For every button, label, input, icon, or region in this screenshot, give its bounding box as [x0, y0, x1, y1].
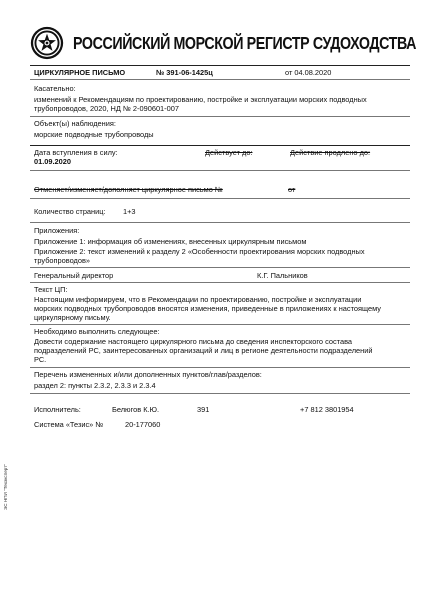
- divider: [30, 367, 410, 368]
- divider: [30, 79, 410, 80]
- todo-line: подразделений РС, заинтересованных организаций и лиц в регионе деятельности подразделений: [34, 346, 373, 355]
- text-line: циркулярному письму.: [34, 313, 111, 322]
- letter-number: № 391-06-1425ц: [156, 68, 213, 77]
- divider: [30, 145, 410, 146]
- divider: [30, 393, 410, 394]
- doc-type: ЦИРКУЛЯРНОЕ ПИСЬМО: [34, 68, 126, 77]
- header: [30, 26, 424, 60]
- executor-phone: +7 812 3801954: [300, 405, 354, 414]
- divider: [30, 170, 410, 171]
- effective-date: 01.09.2020: [34, 157, 71, 166]
- attachment-item: Приложение 1: информация об изменениях, внесенных циркулярным письмом: [34, 237, 307, 246]
- todo-line: РС.: [34, 355, 47, 364]
- organization-name: РОССИЙСКИЙ МОРСКОЙ РЕГИСТР СУДОХОДСТВА: [73, 32, 417, 53]
- concerning-line: трубопроводов, 2020, НД № 2-090601-007: [34, 104, 179, 113]
- valid-until-label: Действует до:: [205, 148, 253, 157]
- executor-label: Исполнитель:: [34, 405, 81, 414]
- divider: [30, 282, 410, 283]
- changed-list-label: Перечень измененных и/или дополненных пунктов/глав/разделов:: [34, 370, 262, 379]
- changed-list-value: раздел 2: пункты 2.3.2, 2.3.3 и 2.3.4: [34, 381, 156, 390]
- divider: [30, 65, 410, 66]
- side-note: ЭС НПИ "Техэксперт": [3, 464, 8, 510]
- letter-date: от 04.08.2020: [285, 68, 332, 77]
- executor-code: 391: [197, 405, 210, 414]
- attachment-item: Приложение 2: текст изменений к разделу 2 «Особенности проектирования морских подводных: [34, 247, 365, 256]
- text-line: морских подводных трубопроводов вносятся изменения, приведенные в приложениях к настоящему: [34, 304, 381, 313]
- divider: [30, 267, 410, 268]
- extended-until-label: Действие продлено до:: [290, 148, 371, 157]
- thesis-label: Система «Тезис» №: [34, 420, 104, 429]
- concerning-label: Касательно:: [34, 84, 76, 93]
- objects-label: Объект(ы) наблюдения:: [34, 119, 116, 128]
- divider: [30, 222, 410, 223]
- todo-line: Довести содержание настоящего циркулярного письма до сведения инспекторского состава: [34, 337, 353, 346]
- cancels-label: Отменяет/изменяет/дополняет циркулярное письмо №: [34, 185, 223, 194]
- attachment-item: трубопроводов»: [34, 256, 91, 265]
- divider: [30, 116, 410, 117]
- text-line: Настоящим информируем, что в Рекомендации по проектированию, постройке и эксплуатации: [34, 295, 362, 304]
- concerning-line: изменений к Рекомендациям по проектированию, постройке и эксплуатации морских подводных: [34, 95, 367, 104]
- objects-value: морские подводные трубопроводы: [34, 130, 154, 139]
- thesis-number: 20-177060: [125, 420, 161, 429]
- pages-value: 1+3: [123, 207, 136, 216]
- text-label: Текст ЦП:: [34, 285, 68, 294]
- director-name: К.Г. Пальников: [257, 271, 308, 280]
- cancels-from: от: [288, 185, 296, 194]
- director-title: Генеральный директор: [34, 271, 114, 280]
- attachments-label: Приложения:: [34, 226, 80, 235]
- executor-name: Белюгов К.Ю.: [112, 405, 160, 414]
- todo-label: Необходимо выполнить следующее:: [34, 327, 160, 336]
- effective-label: Дата вступления в силу:: [34, 148, 118, 157]
- divider: [30, 198, 410, 199]
- pages-label: Количество страниц:: [34, 207, 106, 216]
- register-emblem-icon: [30, 26, 64, 60]
- divider: [30, 324, 410, 325]
